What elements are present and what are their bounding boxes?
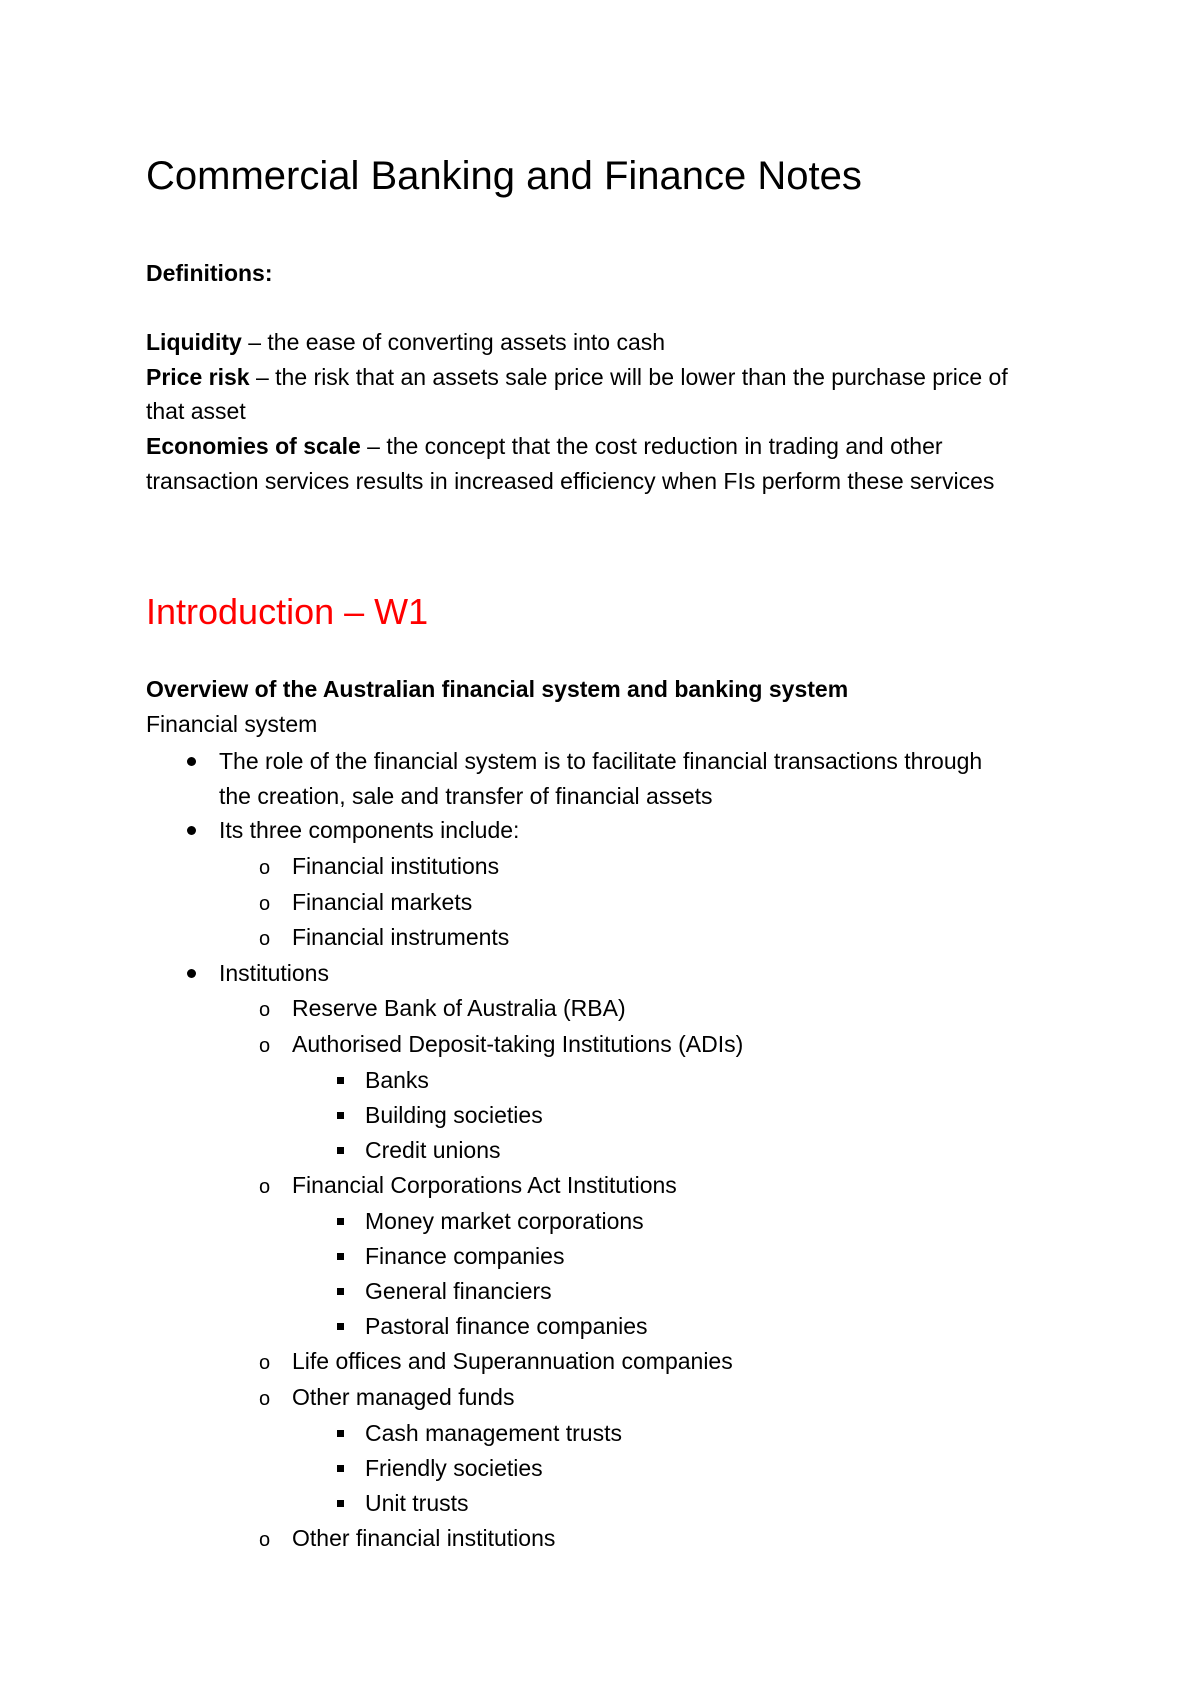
list-item	[259, 1168, 677, 1203]
definition-text: – the risk that an assets sale price will be lower than the purchase price of that asset	[146, 363, 1008, 425]
list-item-text: Financial instruments	[292, 924, 510, 950]
list-item-text: Its three components include:	[219, 817, 520, 843]
list-item	[219, 744, 1019, 813]
list-item	[365, 1239, 564, 1274]
list-item-text: Credit unions	[365, 1137, 501, 1163]
list-item-text: Financial markets	[292, 889, 473, 915]
definitions-list	[146, 325, 1046, 499]
bullet-square-icon	[337, 1218, 344, 1225]
definition-price-risk	[146, 360, 1046, 429]
bullet-circle-icon: o	[259, 1352, 271, 1374]
list-item	[259, 1344, 733, 1379]
list-item-text: General financiers	[365, 1278, 552, 1304]
document-title: Commercial Banking and Finance Notes	[146, 154, 862, 198]
bullet-circle-icon: o	[259, 928, 271, 950]
bullet-circle-icon: o	[259, 893, 271, 915]
list-item	[259, 1027, 744, 1062]
bullet-square-icon	[337, 1465, 344, 1472]
list-item-text: Cash management trusts	[365, 1420, 622, 1446]
definition-term: Economies of scale	[146, 433, 361, 460]
list-item	[365, 1486, 469, 1521]
definition-term: Price risk	[146, 363, 250, 390]
bullet-dot-icon	[187, 757, 196, 766]
list-item	[365, 1063, 429, 1098]
definition-term: Liquidity	[146, 329, 242, 355]
section-heading: Introduction – W1	[146, 591, 429, 632]
overview-heading: Overview of the Australian financial system and banking system	[146, 676, 849, 702]
definition-economies-of-scale	[146, 429, 1046, 498]
bullet-square-icon	[337, 1112, 344, 1119]
list-item-text: Unit trusts	[365, 1490, 469, 1516]
definitions-heading: Definitions:	[146, 260, 273, 286]
list-item-text: Finance companies	[365, 1243, 565, 1269]
list-item	[365, 1451, 543, 1486]
definition-text: – the ease of converting assets into cash	[241, 329, 666, 355]
list-item	[259, 885, 473, 920]
bullet-circle-icon: o	[259, 1388, 271, 1410]
list-item	[365, 1274, 552, 1309]
list-item-text: Financial institutions	[292, 853, 500, 879]
bullet-square-icon	[337, 1253, 344, 1260]
bullet-circle-icon: o	[259, 857, 271, 879]
bullet-dot-icon	[187, 969, 196, 978]
list-item	[259, 920, 510, 955]
list-item-text: Authorised Deposit-taking Institutions (ADIs)	[292, 1031, 744, 1057]
list-item-text: Reserve Bank of Australia (RBA)	[292, 995, 626, 1021]
definition-text: – the concept that the cost reduction in trading and other transaction services results in increased efficiency when FIs perform these services	[146, 433, 995, 494]
bullet-dot-icon	[187, 826, 196, 835]
bullet-circle-icon: o	[259, 1176, 271, 1198]
list-item-text: Other financial institutions	[292, 1525, 556, 1551]
bullet-square-icon	[337, 1430, 344, 1437]
bullet-circle-icon: o	[259, 1529, 271, 1551]
bullet-square-icon	[337, 1147, 344, 1154]
bullet-square-icon	[337, 1288, 344, 1295]
bullet-circle-icon: o	[259, 999, 271, 1021]
list-item-text: Institutions	[219, 960, 329, 986]
list-item-text: Life offices and Superannuation companies	[292, 1348, 733, 1374]
list-item	[259, 1380, 515, 1415]
list-item	[365, 1309, 648, 1344]
list-item-text: Money market corporations	[365, 1208, 644, 1234]
list-item	[365, 1098, 543, 1133]
list-item	[219, 813, 1019, 848]
list-item	[365, 1416, 622, 1451]
list-item	[259, 1521, 556, 1556]
bullet-circle-icon: o	[259, 1035, 271, 1057]
list-item-text: Other managed funds	[292, 1384, 515, 1410]
bullet-square-icon	[337, 1077, 344, 1084]
bullet-square-icon	[337, 1500, 344, 1507]
list-item-text: The role of the financial system is to facilitate financial transactions through the creation, sale and transfer of financial assets	[219, 748, 983, 809]
list-item	[365, 1204, 644, 1239]
bullet-square-icon	[337, 1323, 344, 1330]
list-item-text: Banks	[365, 1067, 429, 1093]
list-item-text: Building societies	[365, 1102, 543, 1128]
list-item-text: Financial Corporations Act Institutions	[292, 1172, 677, 1198]
definition-liquidity	[146, 325, 1046, 360]
financial-system-label: Financial system	[146, 711, 318, 737]
list-item	[365, 1133, 501, 1168]
list-item	[259, 849, 500, 884]
list-item	[219, 956, 1019, 991]
list-item	[259, 991, 626, 1026]
list-item-text: Pastoral finance companies	[365, 1313, 648, 1339]
list-item-text: Friendly societies	[365, 1455, 543, 1481]
